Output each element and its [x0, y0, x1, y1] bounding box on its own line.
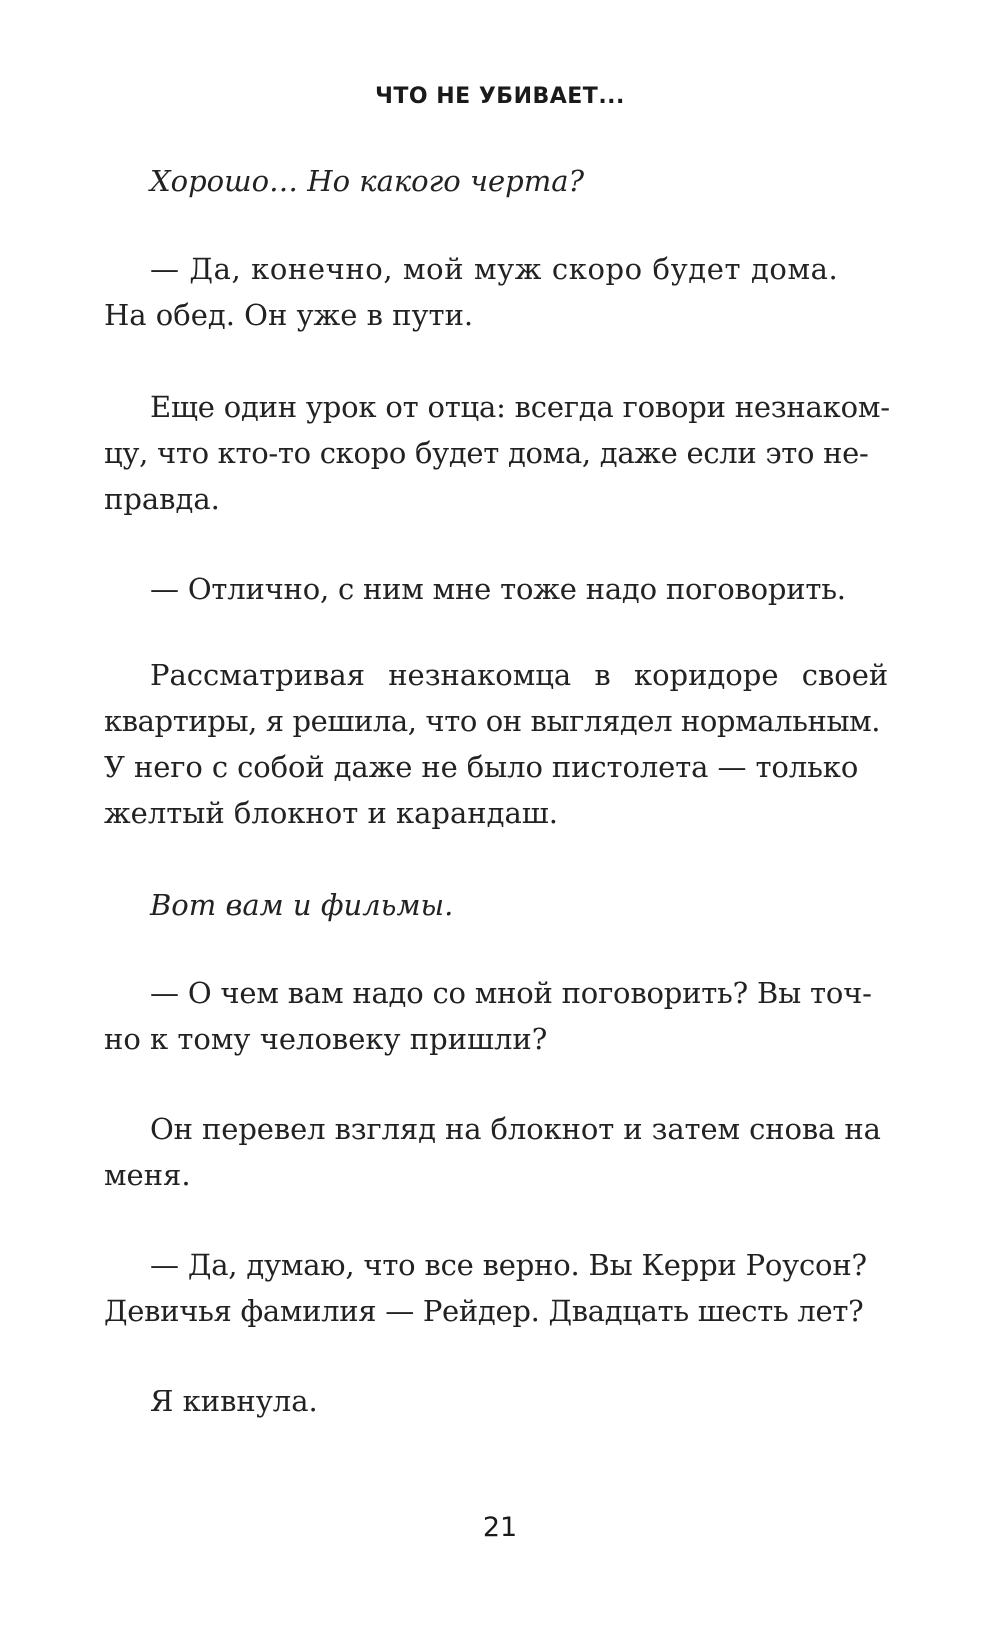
paragraph-9 — [104, 1242, 867, 1334]
paragraph-4 — [104, 566, 864, 612]
paragraph-line: Еще один урок от отца: всегда говори незнаком- — [150, 390, 890, 424]
paragraph-line: желтый блокнот и карандаш. — [104, 796, 558, 830]
running-title: ЧТО НЕ УБИВАЕТ... — [375, 84, 625, 109]
paragraph-2 — [104, 246, 864, 338]
paragraph-8 — [104, 1106, 881, 1198]
paragraph-line: меня. — [104, 1158, 191, 1192]
paragraph-line: правда. — [104, 482, 220, 516]
paragraph-line: Я кивнула. — [150, 1384, 318, 1418]
paragraph-line: У него с собой даже не было пистолета — только — [104, 750, 859, 784]
paragraph-line: — Да, конечно, мой муж скоро будет дома. — [150, 252, 839, 286]
paragraph-line: — Отлично, с ним мне тоже надо поговорить. — [150, 572, 846, 606]
paragraph-line: Он перевел взгляд на блокнот и затем снова на — [150, 1112, 881, 1146]
paragraph-line: — Да, думаю, что все верно. Вы Керри Роусон? — [150, 1248, 867, 1282]
paragraph-5 — [104, 652, 889, 836]
paragraph-7 — [104, 970, 872, 1062]
paragraph-line: Хорошо… Но какого черта? — [150, 164, 585, 198]
paragraph-line: — О чем вам надо со мной поговорить? Вы точ- — [150, 976, 872, 1010]
paragraph-line: Вот вам и фильмы. — [150, 888, 454, 922]
paragraph-line: Девичья фамилия — Рейдер. Двадцать шесть лет? — [104, 1294, 864, 1328]
paragraph-3 — [104, 384, 890, 522]
paragraph-line: цу, что кто-то скоро будет дома, даже если это не- — [104, 436, 869, 470]
paragraph-6 — [104, 882, 864, 928]
page-number: 21 — [482, 1512, 518, 1543]
paragraph-line: Рассматривая незнакомца в коридоре своей — [150, 658, 889, 692]
paragraph-line: квартиры, я решила, что он выглядел нормальным. — [104, 704, 881, 738]
paragraph-10 — [104, 1378, 864, 1424]
paragraph-line: но к тому человеку пришли? — [104, 1022, 548, 1056]
paragraph-line: На обед. Он уже в пути. — [104, 298, 474, 332]
paragraph-1 — [104, 158, 864, 204]
